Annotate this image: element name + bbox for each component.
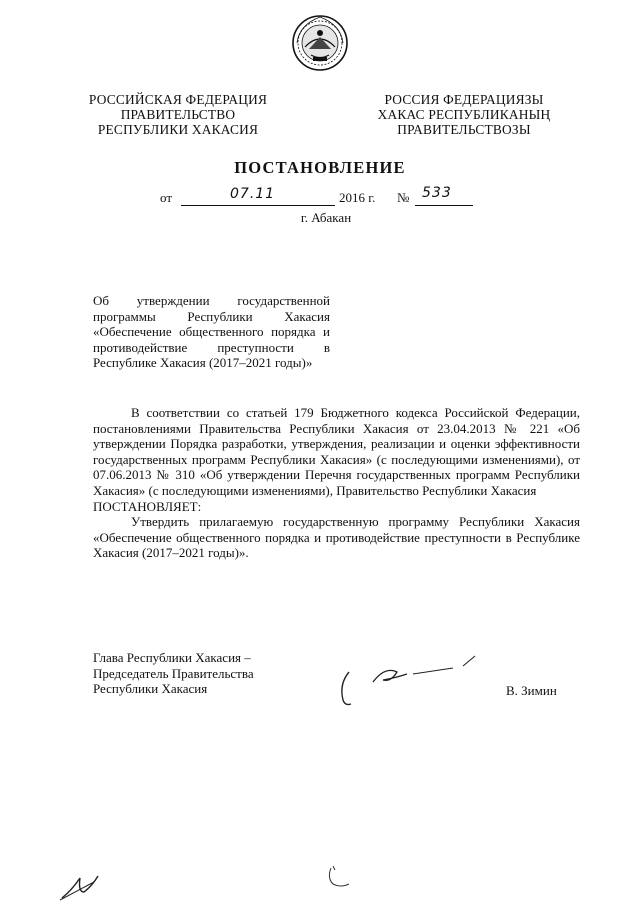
handwritten-signature bbox=[335, 652, 485, 712]
decree-subject: Об утверждении государственной программы Республики Хакасия «Обеспечение общественного порядка и противодействие преступности в Республике Хакасия (2017–2021 годы)» bbox=[93, 293, 330, 371]
header-right bbox=[358, 92, 570, 137]
header-left-line2: ПРАВИТЕЛЬСТВО bbox=[120, 107, 236, 122]
number-underline bbox=[415, 205, 473, 206]
handwritten-date: 07.11 bbox=[230, 186, 276, 202]
decree-body bbox=[93, 405, 580, 561]
handwritten-mark-small-icon bbox=[325, 862, 355, 892]
signature-line1: Глава Республики Хакасия – bbox=[93, 650, 251, 665]
handwritten-mark-icon bbox=[58, 868, 102, 902]
header-left bbox=[78, 92, 278, 137]
document-title: ПОСТАНОВЛЕНИЕ bbox=[234, 158, 406, 177]
header-right-line3: ПРАВИТЕЛЬСТВОЗЫ bbox=[397, 122, 531, 137]
signature-position bbox=[93, 650, 293, 697]
decree-word: ПОСТАНОВЛЯЕТ: bbox=[93, 498, 202, 514]
header-left-line3: РЕСПУБЛИКИ ХАКАСИЯ bbox=[97, 122, 259, 137]
date-from-label: от bbox=[160, 190, 173, 205]
city-line: г. Абакан bbox=[300, 210, 352, 225]
year-label: 2016 г. bbox=[339, 190, 376, 205]
header-right-line2: ХАКАС РЕСПУБЛИКАНЫҢ bbox=[377, 107, 551, 122]
handwritten-number: 533 bbox=[422, 185, 452, 201]
signatory-name: В. Зимин bbox=[506, 683, 557, 698]
number-sign: № bbox=[397, 190, 410, 205]
signature-line3: Республики Хакасия bbox=[93, 681, 208, 697]
header-left-line1: РОССИЙСКАЯ ФЕДЕРАЦИЯ bbox=[88, 92, 268, 107]
date-underline bbox=[181, 205, 335, 206]
signature-line2: Председатель Правительства bbox=[93, 665, 254, 681]
body-paragraph-1: В соответствии со статьей 179 Бюджетного кодекса Российской Федерации, постановлениями Правительства Республики Хакасия от 23.04.2013 № 221 «Об утверждении Порядка разработки, утверждения, реализации и оценки эффективности государственных программ Республики Хакасия» (с последующими изменениями), от 07.06.2013 № 310 «Об утверждении Перечня государственных программ Республики Хакасия» (с последующими изменениями), Правительство Республики Хакасия bbox=[93, 405, 580, 498]
header-right-line1: РОССИЯ ФЕДЕРАЦИЯЗЫ bbox=[384, 92, 544, 107]
coat-of-arms-icon bbox=[291, 13, 349, 73]
body-paragraph-2: Утвердить прилагаемую государственную программу Республики Хакасия «Обеспечение общественного порядка и противодействие преступности в Республике Хакасия (2017–2021 годы)». bbox=[93, 514, 580, 561]
